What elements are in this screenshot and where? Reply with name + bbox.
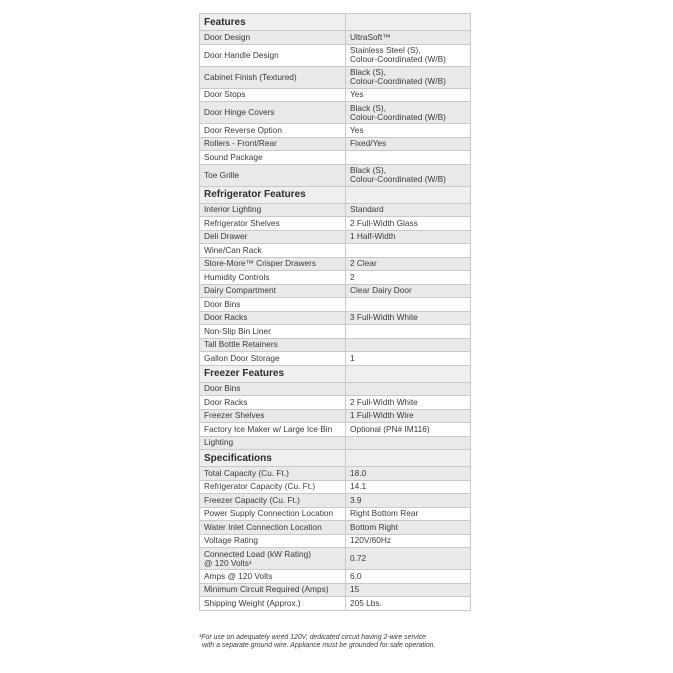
spec-value-text: 0.72 <box>350 553 367 563</box>
spec-label-text: Door Bins <box>204 298 241 309</box>
spec-value-text: Optional (PN# IM116) <box>350 423 430 434</box>
spec-label <box>200 597 346 611</box>
spec-label <box>200 88 346 102</box>
spec-row <box>200 88 471 102</box>
spec-row <box>200 164 471 186</box>
spec-value-text: Black (S), <box>350 102 386 113</box>
spec-label <box>200 534 346 548</box>
spec-label-text: Wine/Can Rack <box>204 244 262 255</box>
spec-row <box>200 467 471 481</box>
spec-value-text: Yes <box>350 124 364 135</box>
spec-label-text: Sound Package <box>204 151 263 162</box>
spec-value <box>346 325 471 339</box>
spec-value-text-line2: Colour-Coordinated (W/B) <box>350 76 446 86</box>
spec-label <box>200 203 346 217</box>
spec-value <box>346 284 471 298</box>
spec-value <box>346 151 471 165</box>
spec-row <box>200 311 471 325</box>
spec-label-text: Door Reverse Option <box>204 124 282 135</box>
spec-label <box>200 298 346 312</box>
spec-label-text: Power Supply Connection Location <box>204 508 334 519</box>
spec-row <box>200 409 471 423</box>
spec-value <box>346 298 471 312</box>
spec-row <box>200 382 471 396</box>
spec-label-text: Door Racks <box>204 396 248 407</box>
spec-row <box>200 494 471 508</box>
spec-label-text: Total Capacity (Cu. Ft.) <box>204 467 289 478</box>
spec-row <box>200 423 471 437</box>
spec-value-text: 3.9 <box>350 494 362 505</box>
spec-label <box>200 583 346 597</box>
spec-value <box>346 409 471 423</box>
spec-row <box>200 521 471 535</box>
spec-value <box>346 583 471 597</box>
spec-value <box>346 230 471 244</box>
spec-value-text: Standard <box>350 204 384 215</box>
section-header-row <box>200 450 471 467</box>
spec-value-text: Black (S), <box>350 165 386 175</box>
spec-value-text: Bottom Right <box>350 521 398 532</box>
spec-row <box>200 203 471 217</box>
spec-value-text-line2: Colour-Coordinated (W/B) <box>350 111 446 122</box>
spec-label <box>200 124 346 138</box>
spec-value-text-line2: Colour-Coordinated (W/B) <box>350 174 446 184</box>
section-header-blank <box>346 186 471 203</box>
spec-value <box>346 534 471 548</box>
spec-label-text: Refrigerator Shelves <box>204 217 280 228</box>
spec-label-text: Freezer Shelves <box>204 410 265 421</box>
spec-label-text: Tall Bottle Retainers <box>204 339 278 350</box>
spec-label-text: Freezer Capacity (Cu. Ft.) <box>204 494 300 505</box>
spec-label-text: Shipping Weight (Approx.) <box>204 597 301 608</box>
spec-value <box>346 548 471 570</box>
spec-label-text: Minimum Circuit Required (Amps) <box>204 584 329 595</box>
spec-value <box>346 570 471 584</box>
spec-label <box>200 352 346 366</box>
spec-value <box>346 137 471 151</box>
spec-value-text: 2 Clear <box>350 258 377 269</box>
spec-label <box>200 230 346 244</box>
spec-value <box>346 423 471 437</box>
spec-value <box>346 597 471 611</box>
spec-value-text: 6.0 <box>350 570 362 581</box>
spec-table <box>199 13 471 611</box>
spec-label <box>200 396 346 410</box>
spec-label-text: Non-Slip Bin Liner <box>204 325 271 336</box>
spec-row <box>200 44 471 66</box>
spec-value <box>346 311 471 325</box>
spec-value <box>346 382 471 396</box>
spec-row <box>200 298 471 312</box>
spec-label <box>200 137 346 151</box>
spec-row <box>200 217 471 231</box>
spec-row <box>200 480 471 494</box>
spec-label <box>200 494 346 508</box>
spec-value <box>346 507 471 521</box>
spec-label-text: Gallon Door Storage <box>204 352 280 363</box>
spec-label <box>200 338 346 352</box>
spec-row <box>200 548 471 570</box>
spec-row <box>200 102 471 124</box>
spec-value <box>346 467 471 481</box>
spec-label-text: Humidity Controls <box>204 271 270 282</box>
spec-label-text: Connected Load (kW Rating) <box>204 548 311 559</box>
spec-label-text: Refrigerator Capacity (Cu. Ft.) <box>204 481 316 492</box>
section-title: Refrigerator Features <box>200 186 346 203</box>
spec-label <box>200 436 346 450</box>
spec-label-text: Water Inlet Connection Location <box>204 521 322 532</box>
spec-value-text-line2: Colour-Coordinated (W/B) <box>350 54 446 64</box>
section-header-row <box>200 186 471 203</box>
spec-row <box>200 244 471 258</box>
section-title: Freezer Features <box>200 365 346 382</box>
spec-value-text: 1 <box>350 352 355 363</box>
spec-label <box>200 311 346 325</box>
spec-value-text: 2 <box>350 271 355 282</box>
spec-label-text: Voltage Rating <box>204 535 258 546</box>
spec-value <box>346 494 471 508</box>
spec-label <box>200 271 346 285</box>
spec-label <box>200 44 346 66</box>
spec-value <box>346 31 471 45</box>
spec-label-text: Deli Drawer <box>204 231 248 242</box>
spec-label <box>200 467 346 481</box>
footnote <box>199 634 499 650</box>
spec-label <box>200 480 346 494</box>
section-header-blank <box>346 14 471 31</box>
spec-value <box>346 480 471 494</box>
spec-row <box>200 507 471 521</box>
spec-row <box>200 570 471 584</box>
section-header-row <box>200 14 471 31</box>
footnote-line-1: ¹For use on adequately wired 120V, dedicated circuit having 2-wire service <box>199 634 426 641</box>
section-header-blank <box>346 450 471 467</box>
spec-label <box>200 570 346 584</box>
spec-row <box>200 31 471 45</box>
spec-label-text: Store-More™ Crisper Drawers <box>204 258 317 269</box>
spec-label <box>200 31 346 45</box>
spec-value-text: 205 Lbs. <box>350 597 382 608</box>
footnote-line-2: with a separate ground wire. Appliance must be grounded for safe operation. <box>202 642 436 649</box>
spec-value-text: 14.1 <box>350 481 367 492</box>
section-header-blank <box>346 365 471 382</box>
spec-label-text: Dairy Compartment <box>204 285 276 296</box>
spec-row <box>200 396 471 410</box>
spec-label <box>200 548 346 570</box>
spec-label <box>200 284 346 298</box>
spec-value-text: 120V/60Hz <box>350 535 392 546</box>
spec-label <box>200 217 346 231</box>
spec-value-text: 1 Full-Width Wire <box>350 410 414 421</box>
spec-row <box>200 137 471 151</box>
spec-row <box>200 338 471 352</box>
spec-value-text: Right Bottom Rear <box>350 508 419 519</box>
spec-value <box>346 244 471 258</box>
section-title: Features <box>200 14 346 31</box>
section-title: Specifications <box>200 450 346 467</box>
spec-label <box>200 382 346 396</box>
spec-value-text: Stainless Steel (S), <box>350 45 421 55</box>
spec-value <box>346 88 471 102</box>
spec-value-text: 3 Full-Width White <box>350 312 418 323</box>
spec-value-text: 2 Full-Width White <box>350 396 418 407</box>
spec-label-text-line2: @ 120 Volts¹ <box>204 557 252 568</box>
spec-row <box>200 257 471 271</box>
spec-label-text: Door Bins <box>204 383 241 394</box>
spec-row <box>200 230 471 244</box>
spec-label-text: Toe Grille <box>204 169 240 180</box>
spec-row <box>200 284 471 298</box>
spec-row <box>200 124 471 138</box>
spec-label <box>200 507 346 521</box>
spec-label-text: Door Stops <box>204 89 246 100</box>
spec-label-text: Door Racks <box>204 312 248 323</box>
spec-label-text: Lighting <box>204 437 234 448</box>
spec-value <box>346 217 471 231</box>
spec-value-text: Black (S), <box>350 67 386 77</box>
spec-label-text: Door Design <box>204 31 251 42</box>
section-header-row <box>200 365 471 382</box>
spec-value <box>346 102 471 124</box>
spec-value <box>346 436 471 450</box>
spec-label-text: Door Handle Design <box>204 49 279 60</box>
spec-value-text: UltraSoft™ <box>350 31 391 42</box>
spec-value <box>346 66 471 88</box>
spec-label-text: Cabinet Finish (Textured) <box>204 71 297 82</box>
spec-label <box>200 164 346 186</box>
spec-row <box>200 271 471 285</box>
spec-label-text: Rollers - Front/Rear <box>204 138 277 149</box>
spec-label-text: Factory Ice Maker w/ Large Ice Bin <box>204 423 333 434</box>
spec-label <box>200 244 346 258</box>
spec-label <box>200 325 346 339</box>
spec-label <box>200 102 346 124</box>
spec-value <box>346 124 471 138</box>
spec-value <box>346 164 471 186</box>
spec-value <box>346 44 471 66</box>
spec-value-text: Fixed/Yes <box>350 138 387 149</box>
spec-value-text: 1 Half-Width <box>350 231 396 242</box>
spec-value-text: 18.0 <box>350 467 367 478</box>
spec-row <box>200 325 471 339</box>
spec-row <box>200 583 471 597</box>
spec-value-text: Yes <box>350 89 364 100</box>
spec-value <box>346 338 471 352</box>
spec-value-text: Clear Dairy Door <box>350 285 412 296</box>
spec-row <box>200 597 471 611</box>
spec-value <box>346 203 471 217</box>
spec-value <box>346 352 471 366</box>
spec-label-text: Door Hinge Covers <box>204 107 275 117</box>
spec-value <box>346 271 471 285</box>
spec-label <box>200 521 346 535</box>
spec-label-text: Interior Lighting <box>204 204 262 215</box>
spec-value-text: 15 <box>350 584 360 595</box>
spec-label <box>200 423 346 437</box>
spec-value <box>346 521 471 535</box>
spec-value <box>346 257 471 271</box>
spec-row <box>200 436 471 450</box>
spec-label <box>200 151 346 165</box>
spec-label <box>200 66 346 88</box>
spec-row <box>200 352 471 366</box>
spec-label <box>200 257 346 271</box>
spec-row <box>200 151 471 165</box>
spec-row <box>200 66 471 88</box>
spec-label <box>200 409 346 423</box>
spec-row <box>200 534 471 548</box>
spec-value-text: 2 Full-Width Glass <box>350 217 418 228</box>
spec-value <box>346 396 471 410</box>
spec-label-text: Amps @ 120 Volts <box>204 570 273 581</box>
